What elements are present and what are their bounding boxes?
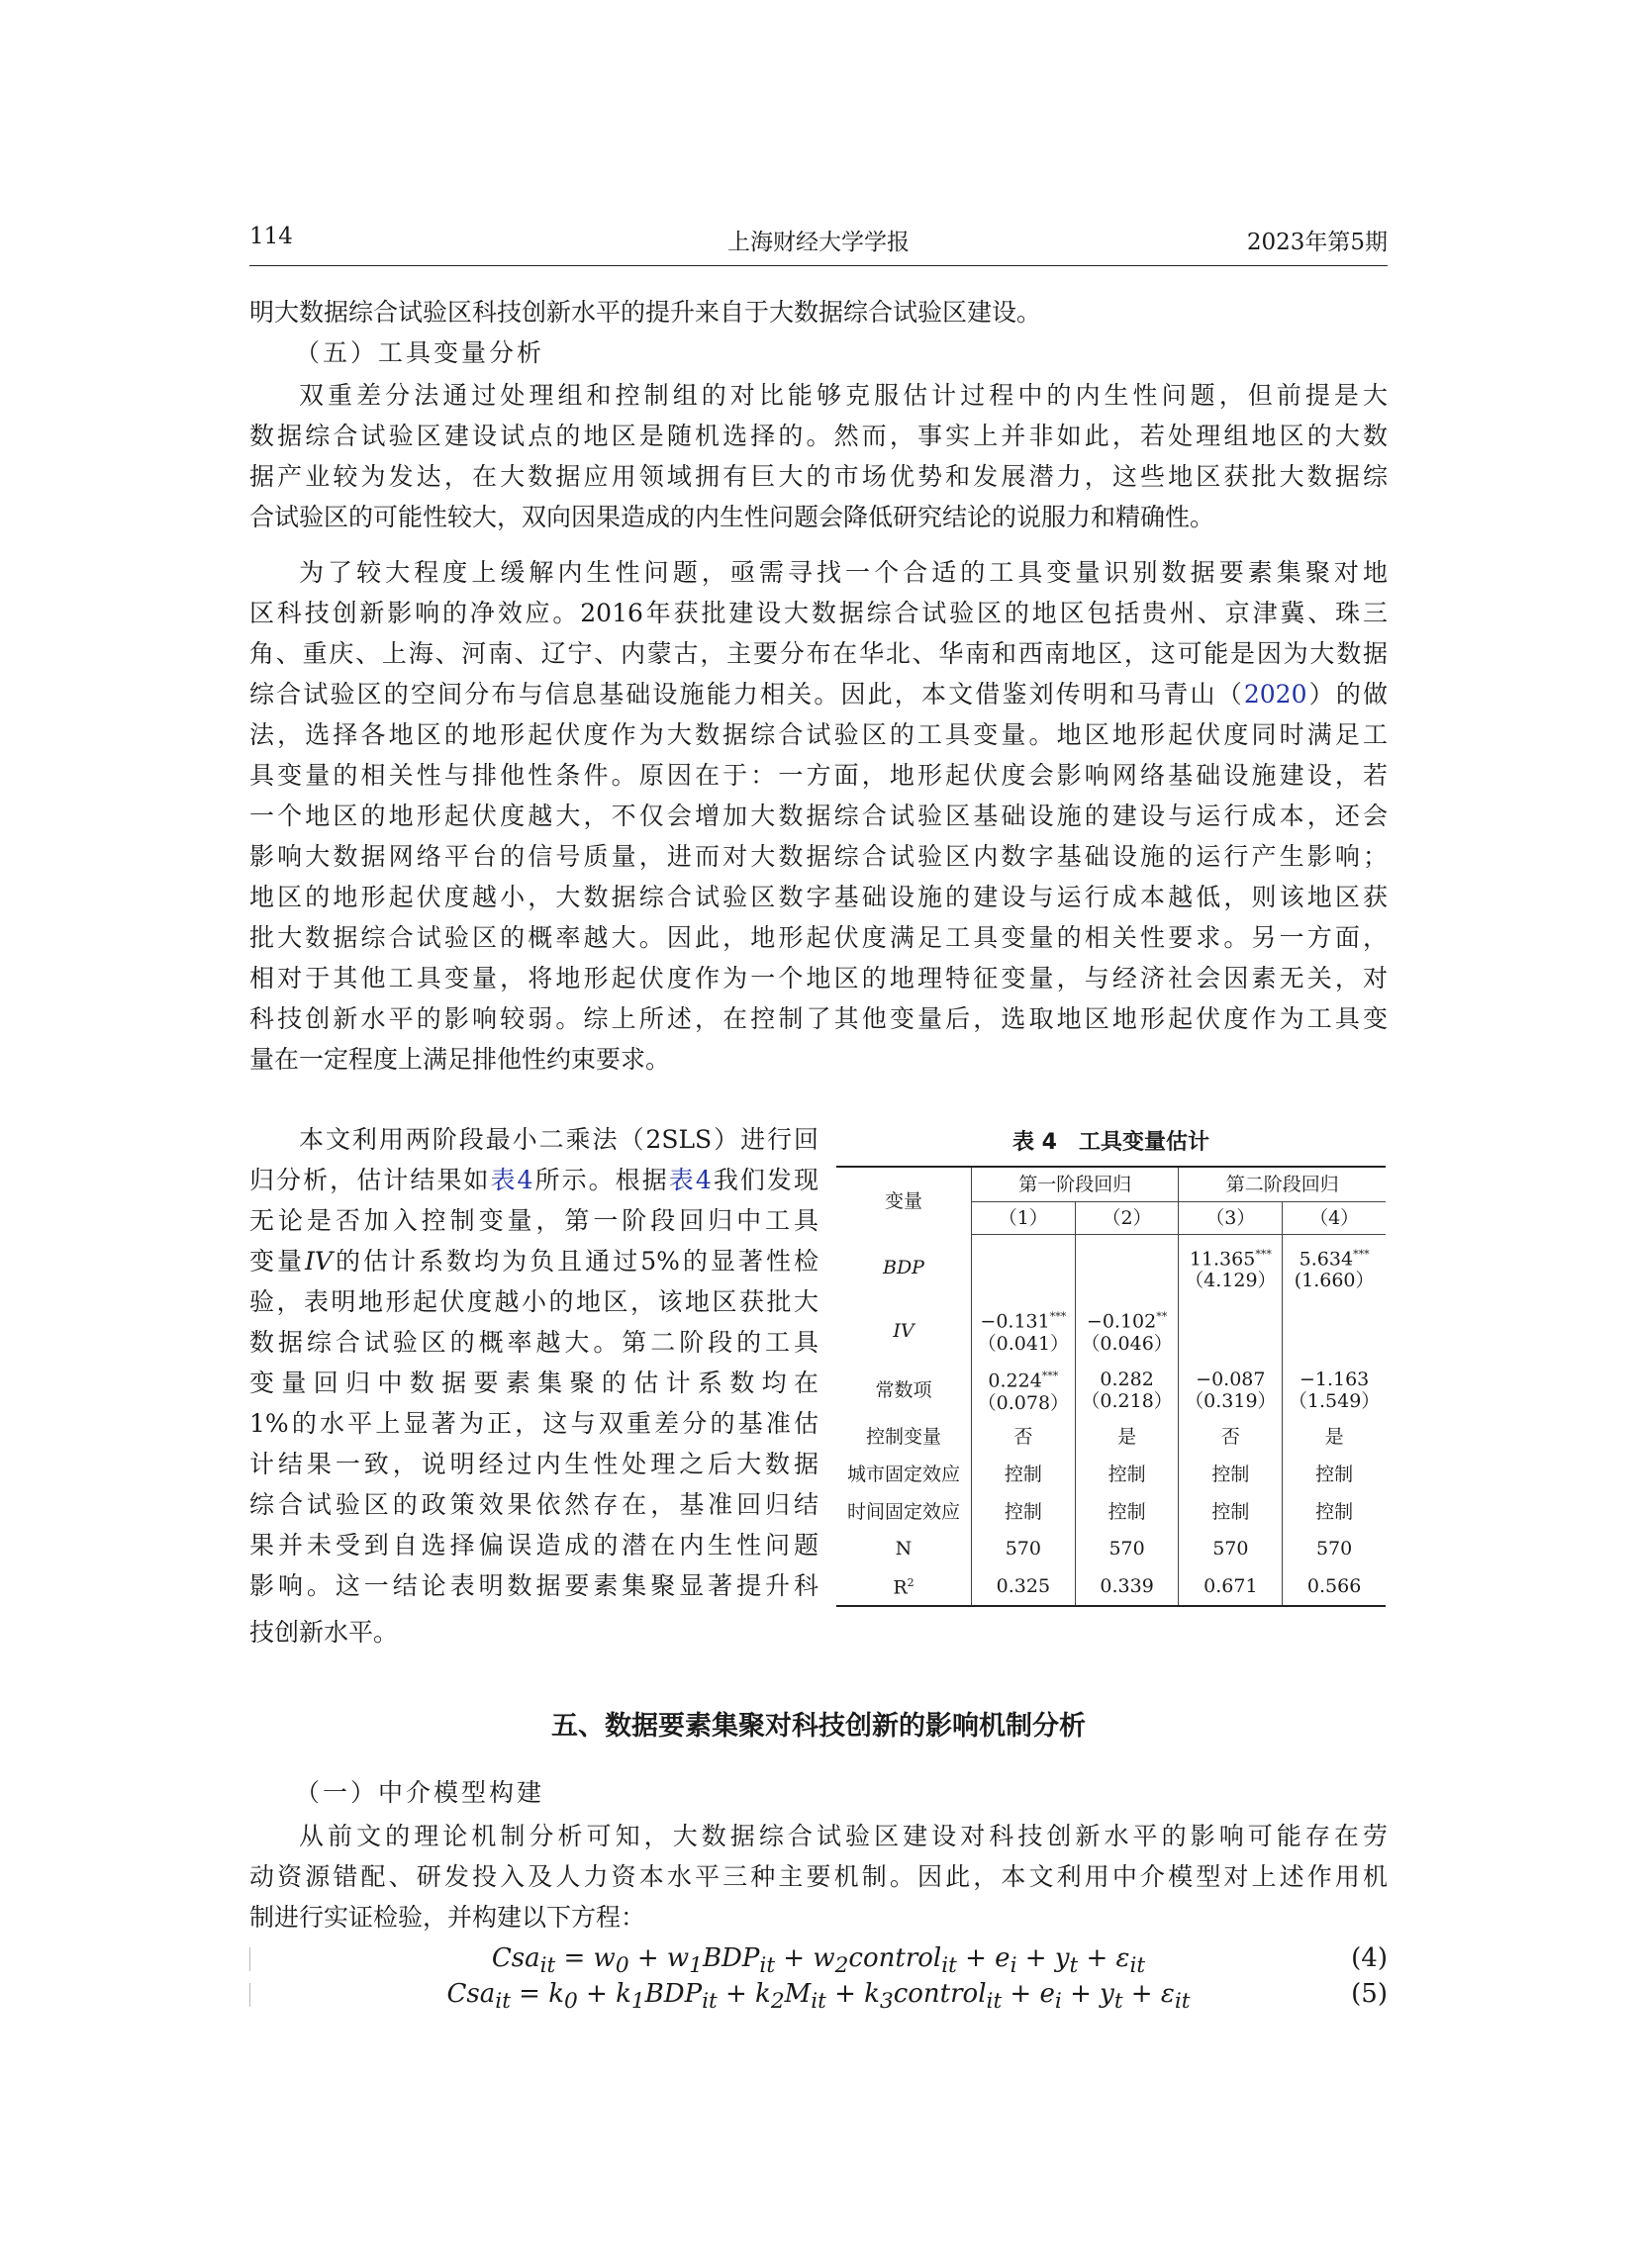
table-link[interactable]: 表4 [668,1166,712,1194]
text-line: 验，表明地形起伏度越小的地区，该地区获批大 [249,1287,818,1316]
text-line: 相对于其他工具变量，将地形起伏度作为一个地区的地理特征变量，与经济社会因素无关，对 [249,964,1388,992]
table-header-variable: 变量 [836,1167,971,1235]
text-line: 综合试验区的政策效果依然存在，基准回归结 [249,1490,818,1519]
table-cell: 0.325 [971,1567,1075,1606]
text-line: 变量IV的估计系数均为负且通过5%的显著性检 [249,1247,818,1276]
citation-link[interactable]: 2020 [1243,680,1307,709]
table-cell: 是 [1075,1419,1179,1456]
table-cell: 控制 [1075,1493,1179,1531]
table-cell: 控制 [971,1456,1075,1493]
table-cell: 否 [1179,1419,1283,1456]
table-col-1: （1） [971,1202,1075,1235]
text-line: 科技创新水平的影响较弱。综上所述，在控制了其他变量后，选取地区地形起伏度作为工具变 [249,1004,1388,1033]
table-cell: 570 [1179,1531,1283,1567]
table-cell: 控制 [1315,1500,1354,1523]
text-line: 影响大数据网络平台的信号质量，进而对大数据综合试验区内数字基础设施的运行产生影响； [249,842,1388,871]
table-cell: 是 [1324,1426,1344,1448]
text-line: 区科技创新影响的净效应。2016年获批建设大数据综合试验区的地区包括贵州、京津冀、珠三 [249,599,1388,627]
table-col-4: （4） [1283,1202,1386,1235]
text-line: 综合试验区的空间分布与信息基础设施能力相关。因此，本文借鉴刘传明和马青山（2020）的做 [249,680,1388,709]
page-number: 114 [249,224,293,249]
text-line: 无论是否加入控制变量，第一阶段回归中工具 [249,1206,818,1235]
table-cell: 0.282 （0.218） [1075,1362,1179,1419]
equation-5-formula: $Csa_{it} = k_0 + k_1BDP_{it} + k_2M_{it}$ + $k_3control_{it} + e_i + y_t + \varepsilon_{it}$ [446,1979,1191,2015]
text-line: 1%的水平上显著为正，这与双重差分的基准估 [249,1409,818,1438]
text-line: 地区的地形起伏度越小，大数据综合试验区数字基础设施的建设与运行成本越低，则该地区获 [249,883,1388,911]
table-row-label: IV [836,1300,971,1362]
table-col-2: （2） [1075,1202,1179,1235]
table-cell: −1.163 （1.549） [1288,1368,1381,1412]
table-cell: 0.566 [1283,1567,1386,1606]
text-line: 动资源错配、研发投入及人力资本水平三种主要机制。因此，本文利用中介模型对上述作用机 [249,1862,1388,1891]
text-line: 量在一定程度上满足排他性约束要求。 [249,1045,671,1074]
text-line: 法，选择各地区的地形起伏度作为大数据综合试验区的工具变量。地区地形起伏度同时满足工 [249,720,1388,749]
table-row-label: $R^2$ [836,1567,971,1606]
text-line: 据产业较为发达，在大数据应用领域拥有巨大的市场优势和发展潜力，这些地区获批大数据综 [249,462,1388,491]
table-cell: −0.131*** （0.041） [971,1300,1075,1362]
equation-5-number: (5) [1351,1979,1388,2009]
issue-label: 2023年第5期 [1246,230,1388,255]
table-cell: 控制 [1075,1456,1179,1493]
table-row-label: BDP [836,1235,971,1300]
equation-4-number: (4) [1351,1943,1388,1973]
text-line: 数据综合试验区建设试点的地区是随机选择的。然而，事实上并非如此，若处理组地区的大数 [249,422,1388,450]
header-rule [249,265,1388,266]
text-line: 从前文的理论机制分析可知，大数据综合试验区建设对科技创新水平的影响可能存在劳 [299,1822,1388,1850]
table-cell: 控制 [1179,1493,1283,1531]
text-line: 技创新水平。 [249,1618,399,1647]
table-cell: 5.634*** (1.660） [1294,1247,1375,1291]
section-heading-5: 五、数据要素集聚对科技创新的影响机制分析 [551,1711,1086,1742]
table-row-label: 常数项 [836,1362,971,1419]
subsection-heading-1: （一）中介模型构建 [295,1778,545,1807]
table-row-label: 控制变量 [836,1419,971,1456]
text-line: 批大数据综合试验区的概率越大。因此，地形起伏度满足工具变量的相关性要求。另一方面， [249,923,1388,952]
table-cell: 否 [971,1419,1075,1456]
text-line: 制进行实证检验，并构建以下方程： [249,1903,646,1932]
table-cell: −0.102** （0.046） [1075,1300,1179,1362]
table-cell: 0.671 [1179,1567,1283,1606]
table-col-3: （3） [1179,1202,1283,1235]
subsection-heading-5: （五）工具变量分析 [295,338,545,367]
table-row-label: 城市固定效应 [836,1456,971,1493]
table-cell: 控制 [1315,1463,1354,1485]
table-cell: 570 [1075,1531,1179,1567]
text-line: 影响。这一结论表明数据要素集聚显著提升科 [249,1571,818,1600]
table-row-label: 时间固定效应 [836,1493,971,1531]
table-4 [836,1166,1386,1607]
text-line: 角、重庆、上海、河南、辽宁、内蒙古，主要分布在华北、华南和西南地区，这可能是因为大数据 [249,639,1388,668]
text-line: 果并未受到自选择偏误造成的潜在内生性问题 [249,1531,818,1559]
table-cell: 0.339 [1075,1567,1179,1606]
text-line: 变量回归中数据要素集聚的估计系数均在 [249,1369,818,1397]
text-line: 本文利用两阶段最小二乘法（2SLS）进行回 [299,1125,818,1154]
equation-4-formula: $Csa_{it} = w_0 + w_1BDP_{it}$ + $w_2control_{it} + e_i + y_t + \varepsilon_{it}$ [491,1943,1146,1979]
table-cell: −0.087 （0.319） [1179,1362,1283,1419]
text-line: 计结果一致，说明经过内生性处理之后大数据 [249,1450,818,1478]
table-row-label: N [836,1531,971,1567]
table-cell: 0.224*** （0.078） [971,1362,1075,1419]
text-line: 具变量的相关性与排他性条件。原因在于：一方面，地形起伏度会影响网络基础设施建设，若 [249,761,1388,790]
text-line: 数据综合试验区的概率越大。第二阶段的工具 [249,1328,818,1357]
table-header-stage2: 第二阶段回归 [1179,1167,1386,1202]
table-caption: 表 4 工具变量估计 [1012,1130,1209,1155]
table-cell: 570 [971,1531,1075,1567]
text-line: 明大数据综合试验区科技创新水平的提升来自于大数据综合试验区建设。 [249,298,1042,327]
table-link[interactable]: 表4 [490,1166,533,1194]
table-cell: 11.365*** （4.129） [1179,1235,1283,1300]
text-line: 一个地区的地形起伏度越大，不仅会增加大数据综合试验区基础设施的建设与运行成本，还会 [249,802,1388,830]
text-line: 合试验区的可能性较大，双向因果造成的内生性问题会降低研究结论的说服力和精确性。 [249,503,1215,531]
text-line: 双重差分法通过处理组和控制组的对比能够克服估计过程中的内生性问题，但前提是大 [299,381,1388,410]
text-line: 为了较大程度上缓解内生性问题，亟需寻找一个合适的工具变量识别数据要素集聚对地 [299,558,1388,587]
table-header-stage1: 第一阶段回归 [971,1167,1179,1202]
table-cell: 570 [1315,1538,1353,1559]
text-line: 归分析，估计结果如表4所示。根据表4我们发现 [249,1166,818,1194]
journal-title: 上海财经大学学报 [727,230,910,255]
table-cell: 控制 [971,1493,1075,1531]
table-cell: 控制 [1179,1456,1283,1493]
